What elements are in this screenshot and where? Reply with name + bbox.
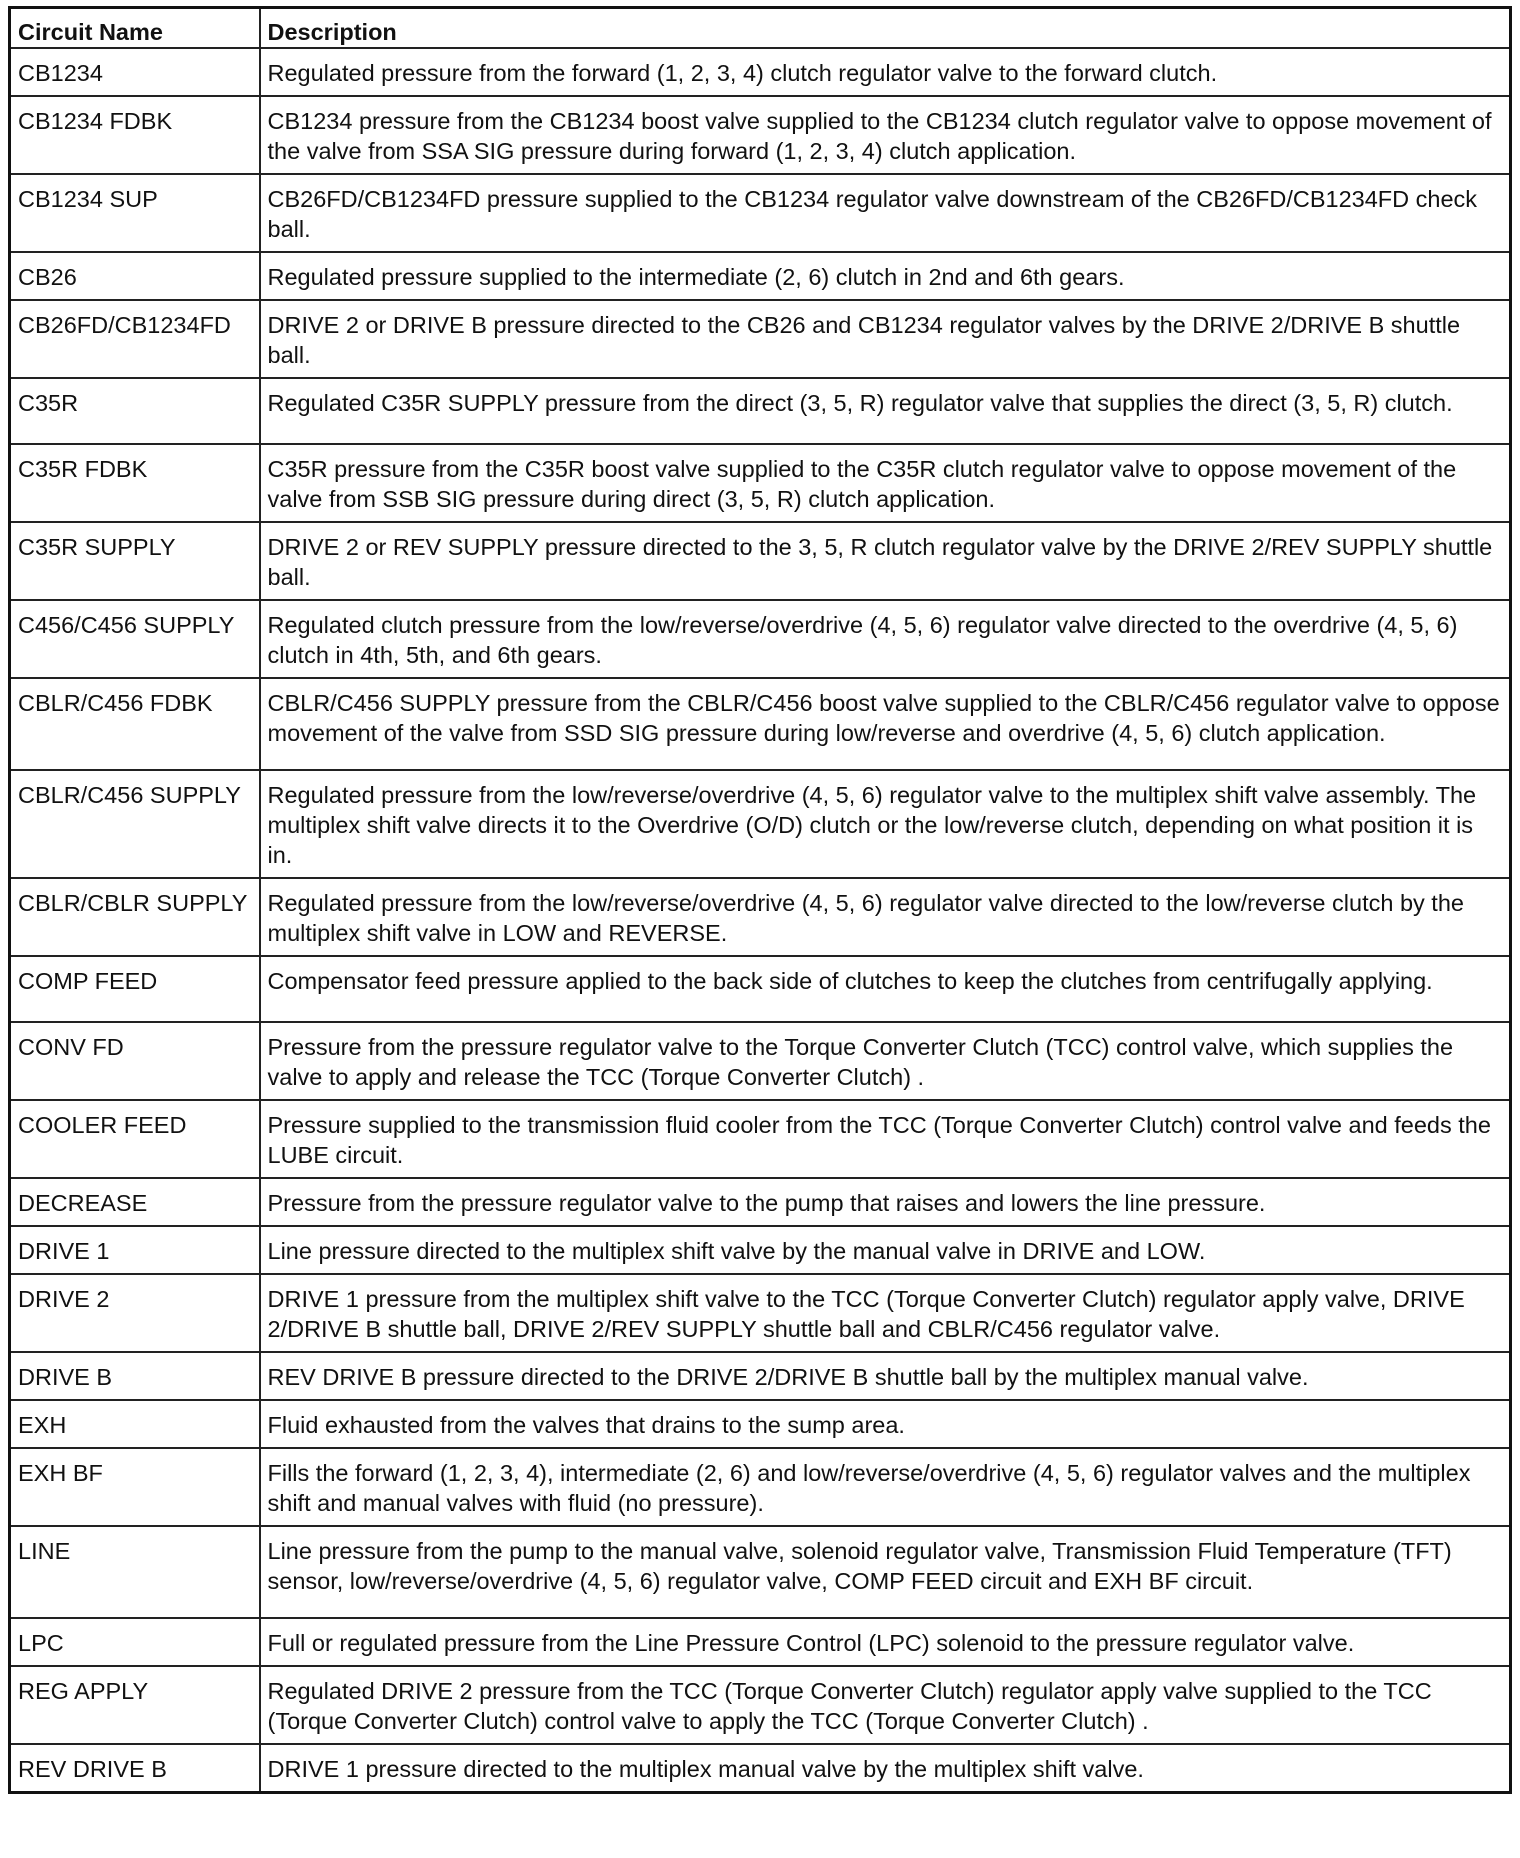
description-cell: DRIVE 2 or REV SUPPLY pressure directed to the 3, 5, R clutch regulator valve by the DRIVE 2/REV SUPPLY shuttle ball.: [260, 522, 1511, 600]
circuit-name-cell: DRIVE 1: [10, 1226, 260, 1274]
circuit-name-cell: DECREASE: [10, 1178, 260, 1226]
circuit-name-cell: COOLER FEED: [10, 1100, 260, 1178]
description-cell: DRIVE 1 pressure from the multiplex shift valve to the TCC (Torque Converter Clutch) regulator apply valve, DRIVE 2/DRIVE B shuttle ball, DRIVE 2/REV SUPPLY shuttle ball and CBLR/C456 regulator valve.: [260, 1274, 1511, 1352]
table-row: [10, 1274, 1511, 1352]
circuit-table-container: [8, 6, 1509, 1794]
table-row: [10, 96, 1511, 174]
table-row: [10, 878, 1511, 956]
circuit-name-cell: DRIVE B: [10, 1352, 260, 1400]
description-cell: Regulated clutch pressure from the low/reverse/overdrive (4, 5, 6) regulator valve directed to the overdrive (4, 5, 6) clutch in 4th, 5th, and 6th gears.: [260, 600, 1511, 678]
table-row: [10, 1526, 1511, 1618]
table-row: [10, 1022, 1511, 1100]
description-cell: CB26FD/CB1234FD pressure supplied to the CB1234 regulator valve downstream of the CB26FD/CB1234FD check ball.: [260, 174, 1511, 252]
header-row: [10, 8, 1511, 49]
circuit-table: [8, 6, 1512, 1794]
circuit-name-cell: C35R: [10, 378, 260, 444]
description-cell: DRIVE 2 or DRIVE B pressure directed to the CB26 and CB1234 regulator valves by the DRIVE 2/DRIVE B shuttle ball.: [260, 300, 1511, 378]
table-row: [10, 1744, 1511, 1793]
description-cell: Fills the forward (1, 2, 3, 4), intermediate (2, 6) and low/reverse/overdrive (4, 5, 6) regulator valves and the multiplex shift and manual valves with fluid (no pressure).: [260, 1448, 1511, 1526]
description-cell: Regulated pressure from the low/reverse/overdrive (4, 5, 6) regulator valve to the multiplex shift valve assembly. The multiplex shift valve directs it to the Overdrive (O/D) clutch or the low/reverse clutch, depending on what position it is in.: [260, 770, 1511, 878]
table-row: [10, 956, 1511, 1022]
description-cell: Regulated pressure supplied to the intermediate (2, 6) clutch in 2nd and 6th gears.: [260, 252, 1511, 300]
description-cell: Full or regulated pressure from the Line Pressure Control (LPC) solenoid to the pressure regulator valve.: [260, 1618, 1511, 1666]
circuit-name-cell: CB26FD/CB1234FD: [10, 300, 260, 378]
description-cell: C35R pressure from the C35R boost valve supplied to the C35R clutch regulator valve to oppose movement of the valve from SSB SIG pressure during direct (3, 5, R) clutch application.: [260, 444, 1511, 522]
circuit-name-cell: C35R FDBK: [10, 444, 260, 522]
description-cell: Pressure supplied to the transmission fluid cooler from the TCC (Torque Converter Clutch) control valve and feeds the LUBE circuit.: [260, 1100, 1511, 1178]
table-row: [10, 522, 1511, 600]
table-row: [10, 48, 1511, 96]
table-row: [10, 600, 1511, 678]
description-cell: REV DRIVE B pressure directed to the DRIVE 2/DRIVE B shuttle ball by the multiplex manual valve.: [260, 1352, 1511, 1400]
circuit-name-cell: C456/C456 SUPPLY: [10, 600, 260, 678]
description-cell: Line pressure from the pump to the manual valve, solenoid regulator valve, Transmission Fluid Temperature (TFT) sensor, low/reverse/overdrive (4, 5, 6) regulator valve, COMP FEED circuit and EXH BF circuit.: [260, 1526, 1511, 1618]
circuit-name-cell: LPC: [10, 1618, 260, 1666]
table-row: [10, 1618, 1511, 1666]
circuit-name-cell: LINE: [10, 1526, 260, 1618]
table-row: [10, 1100, 1511, 1178]
description-cell: Regulated pressure from the forward (1, 2, 3, 4) clutch regulator valve to the forward clutch.: [260, 48, 1511, 96]
table-row: [10, 252, 1511, 300]
description-cell: Regulated pressure from the low/reverse/overdrive (4, 5, 6) regulator valve directed to the low/reverse clutch by the multiplex shift valve in LOW and REVERSE.: [260, 878, 1511, 956]
header-description: Description: [260, 8, 1511, 49]
description-cell: Fluid exhausted from the valves that drains to the sump area.: [260, 1400, 1511, 1448]
table-row: [10, 1666, 1511, 1744]
circuit-name-cell: REG APPLY: [10, 1666, 260, 1744]
table-row: [10, 1178, 1511, 1226]
circuit-name-cell: CBLR/C456 FDBK: [10, 678, 260, 770]
description-cell: Line pressure directed to the multiplex shift valve by the manual valve in DRIVE and LOW.: [260, 1226, 1511, 1274]
circuit-name-cell: CB1234 SUP: [10, 174, 260, 252]
circuit-name-cell: DRIVE 2: [10, 1274, 260, 1352]
description-cell: Pressure from the pressure regulator valve to the pump that raises and lowers the line pressure.: [260, 1178, 1511, 1226]
circuit-name-cell: REV DRIVE B: [10, 1744, 260, 1793]
description-cell: Compensator feed pressure applied to the back side of clutches to keep the clutches from centrifugally applying.: [260, 956, 1511, 1022]
circuit-name-cell: CB1234: [10, 48, 260, 96]
description-cell: Regulated DRIVE 2 pressure from the TCC (Torque Converter Clutch) regulator apply valve supplied to the TCC (Torque Converter Clutch) control valve to apply the TCC (Torque Converter Clutch) .: [260, 1666, 1511, 1744]
header-circuit-name: Circuit Name: [10, 8, 260, 49]
circuit-name-cell: CBLR/C456 SUPPLY: [10, 770, 260, 878]
table-row: [10, 300, 1511, 378]
table-row: [10, 444, 1511, 522]
circuit-name-cell: EXH: [10, 1400, 260, 1448]
circuit-name-cell: CB1234 FDBK: [10, 96, 260, 174]
description-cell: DRIVE 1 pressure directed to the multiplex manual valve by the multiplex shift valve.: [260, 1744, 1511, 1793]
table-row: [10, 678, 1511, 770]
table-row: [10, 1448, 1511, 1526]
table-row: [10, 770, 1511, 878]
description-cell: Regulated C35R SUPPLY pressure from the direct (3, 5, R) regulator valve that supplies the direct (3, 5, R) clutch.: [260, 378, 1511, 444]
circuit-name-cell: C35R SUPPLY: [10, 522, 260, 600]
table-body: [10, 48, 1511, 1793]
circuit-name-cell: CONV FD: [10, 1022, 260, 1100]
table-row: [10, 1226, 1511, 1274]
description-cell: CB1234 pressure from the CB1234 boost valve supplied to the CB1234 clutch regulator valve to oppose movement of the valve from SSA SIG pressure during forward (1, 2, 3, 4) clutch application.: [260, 96, 1511, 174]
circuit-name-cell: CBLR/CBLR SUPPLY: [10, 878, 260, 956]
circuit-name-cell: EXH BF: [10, 1448, 260, 1526]
description-cell: CBLR/C456 SUPPLY pressure from the CBLR/C456 boost valve supplied to the CBLR/C456 regulator valve to oppose movement of the valve from SSD SIG pressure during low/reverse and overdrive (4, 5, 6) clutch application.: [260, 678, 1511, 770]
table-row: [10, 1400, 1511, 1448]
description-cell: Pressure from the pressure regulator valve to the Torque Converter Clutch (TCC) control valve, which supplies the valve to apply and release the TCC (Torque Converter Clutch) .: [260, 1022, 1511, 1100]
table-row: [10, 1352, 1511, 1400]
circuit-name-cell: CB26: [10, 252, 260, 300]
circuit-name-cell: COMP FEED: [10, 956, 260, 1022]
table-row: [10, 378, 1511, 444]
table-row: [10, 174, 1511, 252]
